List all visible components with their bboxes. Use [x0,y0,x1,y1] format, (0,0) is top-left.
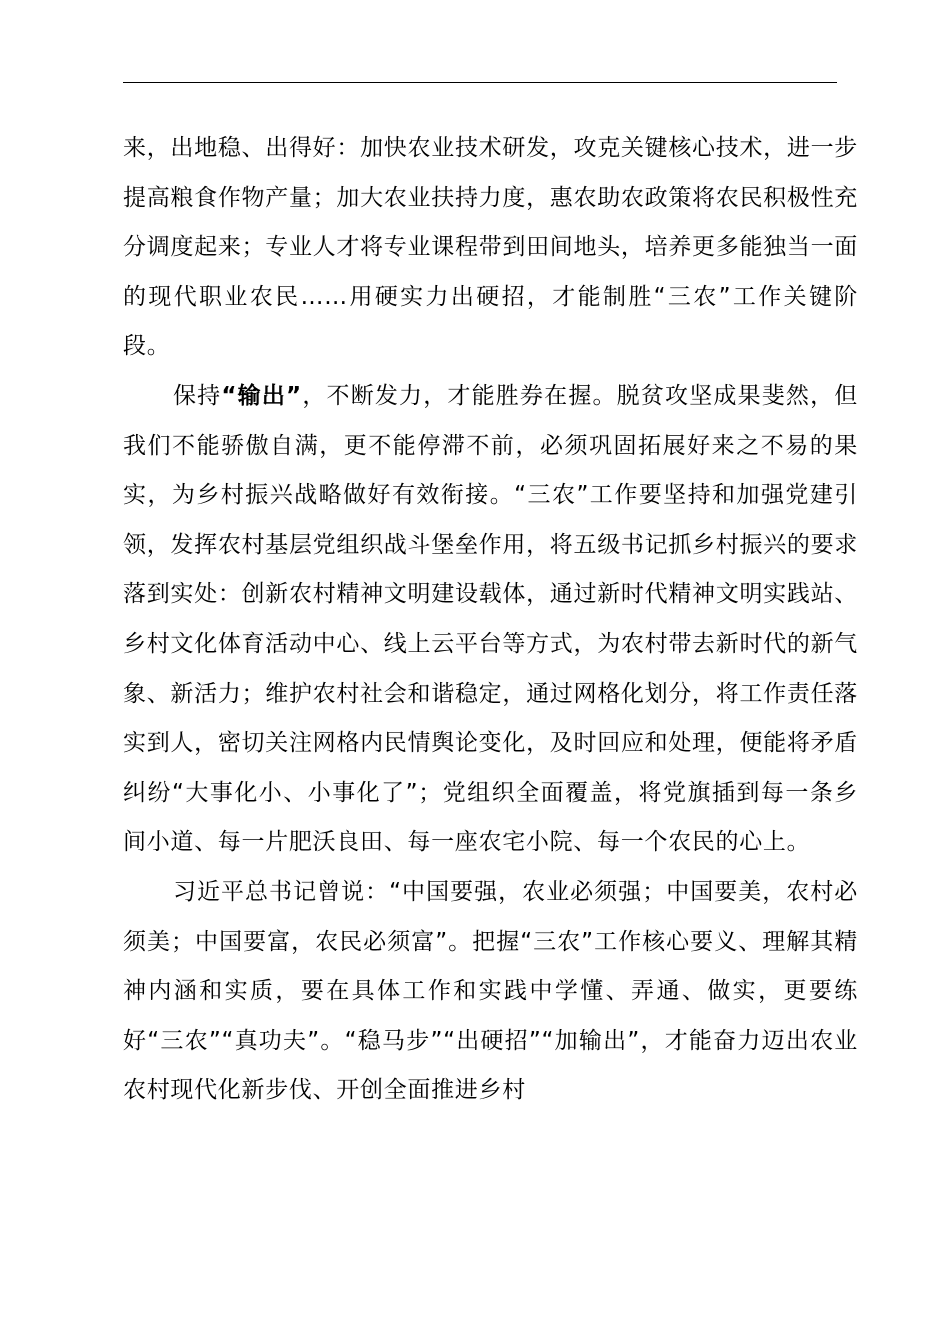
paragraph-2 [123,372,858,868]
paragraph-2-lead: 保持 [173,382,222,409]
paragraph-1-text: 来，出地稳、出得好：加快农业技术研发，攻克关键核心技术，进一步提高粮食作物产量；加大农业扶持力度，惠农助农政策将农民积极性充分调度起来；专业人才将专业课程带到田间地头，培养更多能独当一面的现代职业农民……用硬实力出硬招，才能制胜“三农”工作关键阶段。 [123,135,858,360]
paragraph-3-text: 习近平总书记曾说：“中国要强，农业必须强；中国要美，农村必须美；中国要富，农民必须富”。把握“三农”工作核心要义、理解其精神内涵和实质，要在具体工作和实践中学懂、弄通、做实，更要练好“三农”“真功夫”。“稳马步”“出硬招”“加输出”，才能奋力迈出农业农村现代化新步伐、开创全面推进乡村 [123,878,858,1104]
paragraph-2-text: ，不断发力，才能胜券在握。脱贫攻坚成果斐然，但我们不能骄傲自满，更不能停滞不前，必须巩固拓展好来之不易的果实，为乡村振兴战略做好有效衔接。“三农”工作要坚持和加强党建引领，发挥农村基层党组织战斗堡垒作用，将五级书记抓乡村振兴的要求落到实处：创新农村精神文明建设载体，通过新时代精神文明实践站、乡村文化体育活动中心、线上云平台等方式，为农村带去新时代的新气象、新活力；维护农村社会和谐稳定，通过网格化划分，将工作责任落实到人，密切关注网格内民情舆论变化，及时回应和处理，便能将矛盾纠纷“大事化小、小事化了”；党组织全面覆盖，将党旗插到每一条乡间小道、每一片肥沃良田、每一座农宅小院、每一个农民的心上。 [123,382,858,856]
body-text [123,124,858,1116]
header-rule [123,82,837,83]
paragraph-1 [123,124,858,372]
paragraph-3 [123,868,858,1116]
paragraph-2-emphasis: “输出” [221,382,302,409]
